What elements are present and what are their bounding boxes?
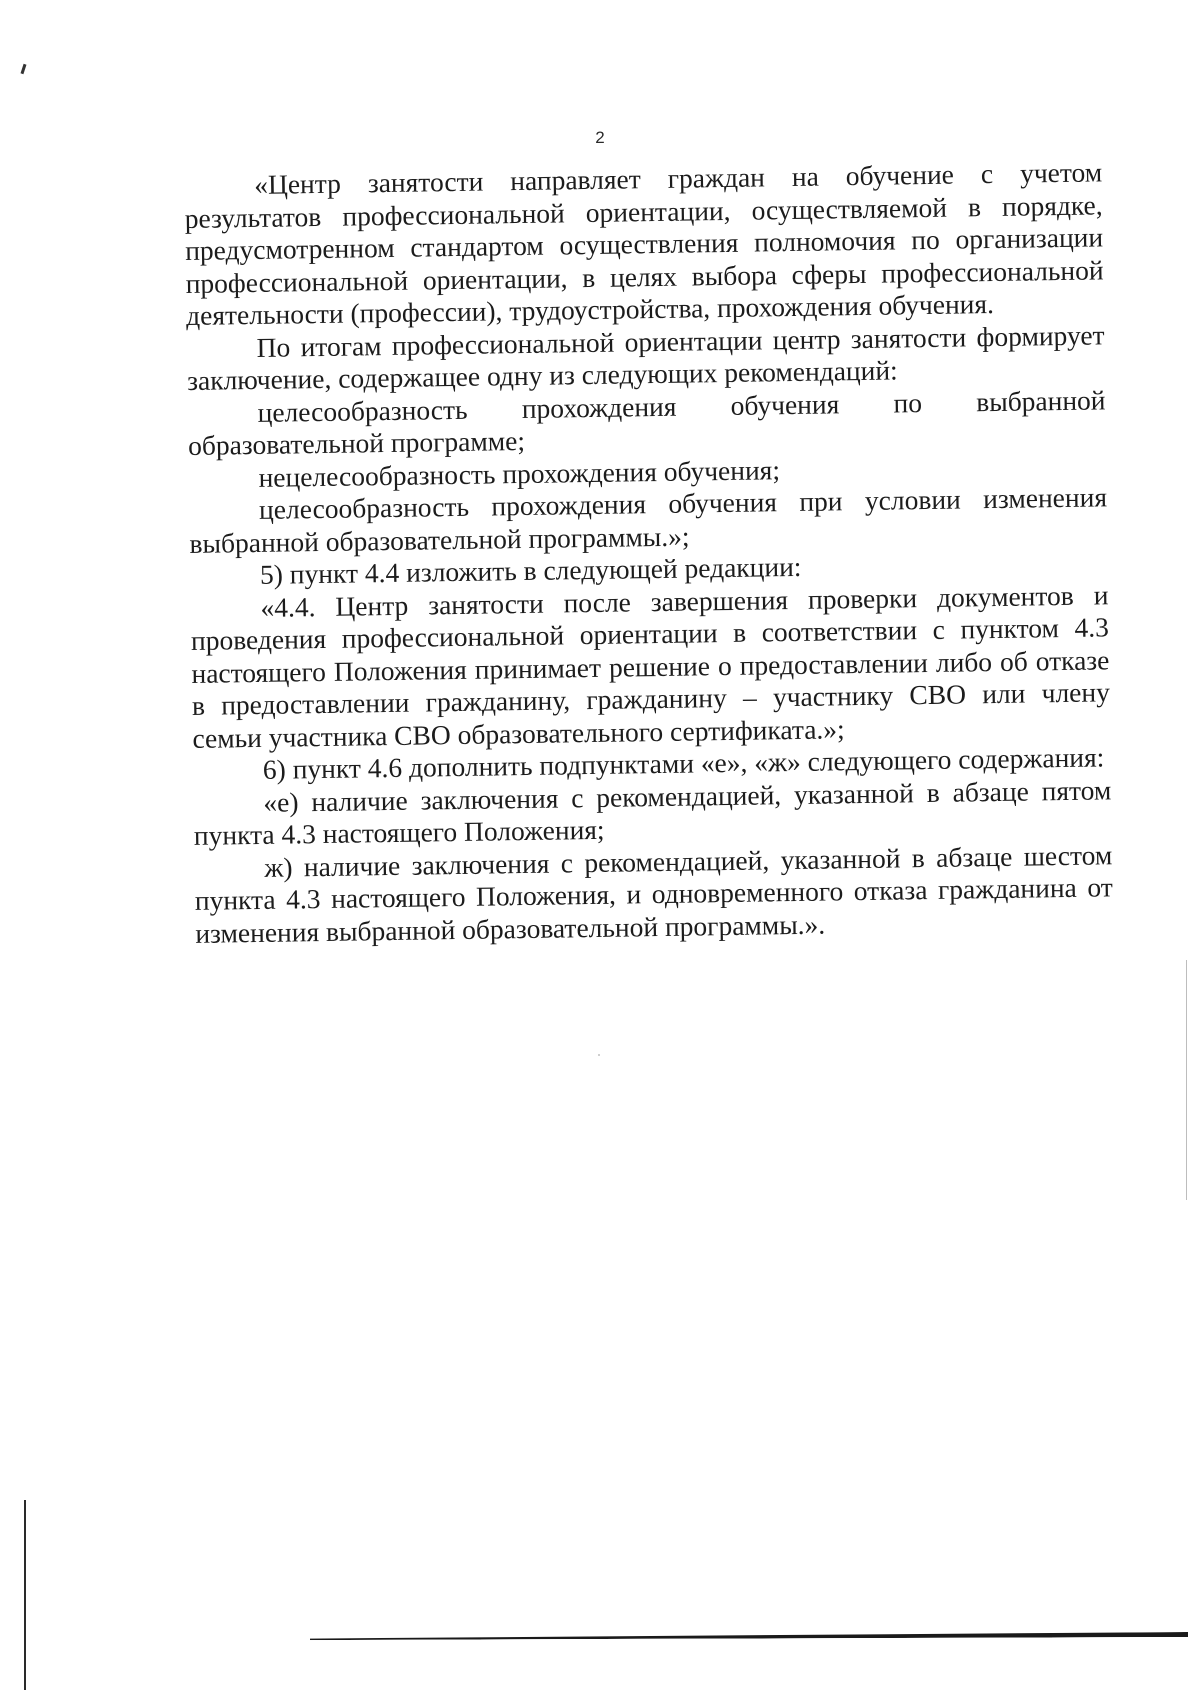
scan-bottom-edge-bar (310, 1632, 1188, 1640)
paragraph-10: ж) наличие заключения с рекомендацией, указанной в абзаце шестом пункта 4.3 настоящего Положения, и одновременного отказа гражданина от изменения выбранной образовательной программы.». (194, 838, 1113, 949)
scan-artifact-dot (598, 1054, 600, 1056)
scan-edge-line-right (1186, 960, 1187, 1200)
page-number: 2 (595, 128, 605, 147)
paragraph-5: целесообразность прохождения обучения при условии изменения выбранной образовательной программы.»; (189, 481, 1108, 559)
paragraph-9: «е) наличие заключения с рекомендацией, указанной в абзаце пятом пункта 4.3 настоящего Положения; (193, 773, 1112, 851)
paragraph-1: «Центр занятости направляет граждан на обучение с учетом результатов профессиональной ориентации, осуществляемой в порядке, предусмотренном стандартом осуществления полномочия по организации профессиональной ориентации, в целях выбора сферы профессиональной деятельности (профессии), трудоустройства, прохождения обучения. (184, 156, 1104, 331)
paragraph-4: нецелесообразность прохождения обучения; (258, 453, 781, 493)
scan-edge-line-left (24, 1500, 26, 1690)
paragraph-7: «4.4. Центр занятости после завершения проверки документов и проведения профессиональной ориентации в соответствии с пунктом 4.3 настоящего Положения принимает решение о предоставлении либо об отказе в предоставлении гражданину, гражданину – участнику СВО или члену семьи участника СВО образовательного сертификата.»; (190, 578, 1111, 754)
paragraph-8: 6) пункт 4.6 дополнить подпунктами «е», «ж» следующего содержания: (262, 741, 1105, 785)
paragraph-2: По итогам профессиональной ориентации центр занятости формирует заключение, содержащее одну из следующих рекомендаций: (186, 318, 1105, 396)
paragraph-3: целесообразность прохождения обучения по выбранной образовательной программе; (187, 383, 1106, 461)
scan-artifact-mark (21, 64, 27, 74)
document-body (184, 156, 1113, 950)
paragraph-6: 5) пункт 4.4 изложить в следующей редакции: (259, 550, 802, 590)
